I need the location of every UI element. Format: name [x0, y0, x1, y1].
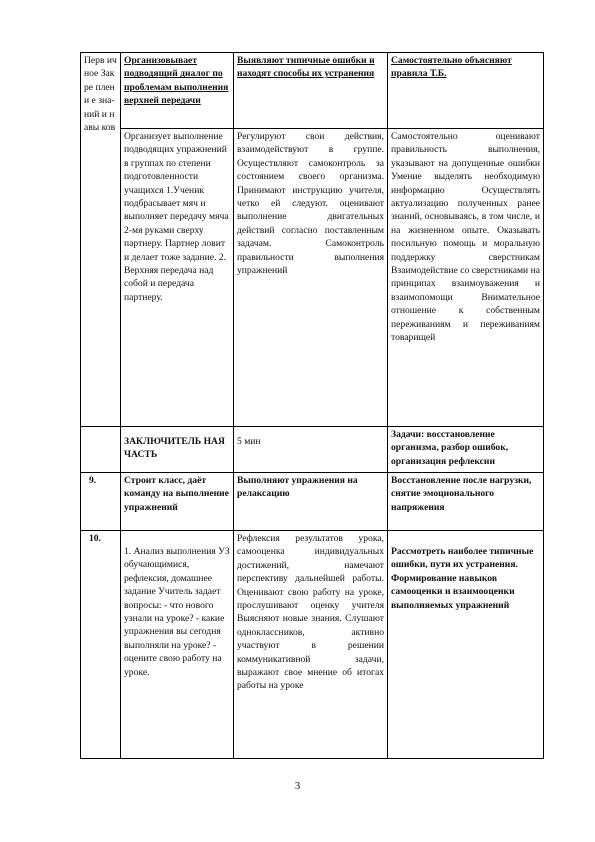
table-row: [81, 473, 544, 531]
results-cell: Самостоятельно объясняют правила Т.Б.: [388, 53, 544, 129]
results-cell: Рассмотреть наиболее типичные ошибки, пути их устранения. Формирование навыков самооценки и взаимооценки выполняемых упражнений: [388, 531, 544, 759]
student-activity-cell: Выявляют типичные ошибки и находят способы их устранения: [234, 53, 388, 129]
teacher-activity-cell: Организовывает подводящий диалог по проблемам выполнения верхней передачи: [121, 53, 234, 129]
results-cell: Самостоятельно оценивают правильность выполнения, указывают на допущенные ошибки Умение выделять необходимую информацию Осуществлять актуализацию полученных ранее знаний, основываясь, в том числе, и на жизненном опыте. Оказывать посильную помощь и моральную поддержку сверстникам Взаимодействие со сверстниками на принципах взаимоуважения и взаимопомощи Внимательное отношение к собственным переживаниям и переживаниям товарищей: [388, 129, 544, 427]
table-row: [81, 531, 544, 759]
table-row: [81, 53, 544, 129]
table-row: [81, 427, 544, 473]
duration-cell: 5 мин: [234, 427, 388, 473]
stage-cell: Перв ичное Закре плени е зна- ний и навы ков: [81, 53, 121, 427]
empty-cell: [81, 427, 121, 473]
step-number-cell: 9.: [81, 473, 121, 531]
teacher-activity-cell: Строит класс, даёт команду на выполнение упражнений: [121, 473, 234, 531]
page-number: 3: [294, 780, 301, 792]
teacher-activity-cell: Организует выполнение подводящих упражнений в группах по степени подготовленности учащихся 1.Ученик подбрасывает мяч и выполняет передачу мяча 2-мя руками сверху партнеру. Партнер ловит и делает тоже задание. 2. Верхняя передача над собой и передача партнеру.: [121, 129, 234, 427]
student-activity-cell: Рефлексия результатов урока, самооценка индивидуальных достижений, намечают перспективу дальнейшей работы. Оценивают свою работу на уроке, прослушивают оценку учителя Выясняют новые знания. Слушают одноклассников, активно участвуют в решении коммуникативной задачи, выражают свое мнение об итогах работы на уроке: [234, 531, 388, 759]
lesson-plan-table: [80, 52, 544, 759]
table-row: [81, 129, 544, 427]
section-title-cell: ЗАКЛЮЧИТЕЛЬ НАЯ ЧАСТЬ: [121, 427, 234, 473]
student-activity-cell: Регулируют свои действия, взаимодействуют в группе. Осуществляют самоконтроль за состоянием своего организма. Принимают инструкцию учителя, четко ей следуют. оценивают выполнение двигательных действий согласно поставленным задачам. Самоконтроль правильности выполнения упражнений: [234, 129, 388, 427]
tasks-cell: Задачи: восстановление организма, разбор ошибок, организация рефлексии: [388, 427, 544, 473]
student-activity-cell: Выполняют упражнения на релаксацию: [234, 473, 388, 531]
teacher-activity-cell: 1. Анализ выполнения УЗ обучающимися, рефлексия, домашнее задание Учитель задает вопросы: - что нового узнали на уроке? - какие упражнения вы сегодня выполняли на уроке? - оцените свою работу на уроке.: [121, 531, 234, 759]
step-number-cell: 10.: [81, 531, 121, 759]
results-cell: Восстановление после нагрузки, снятие эмоционального напряжения: [388, 473, 544, 531]
